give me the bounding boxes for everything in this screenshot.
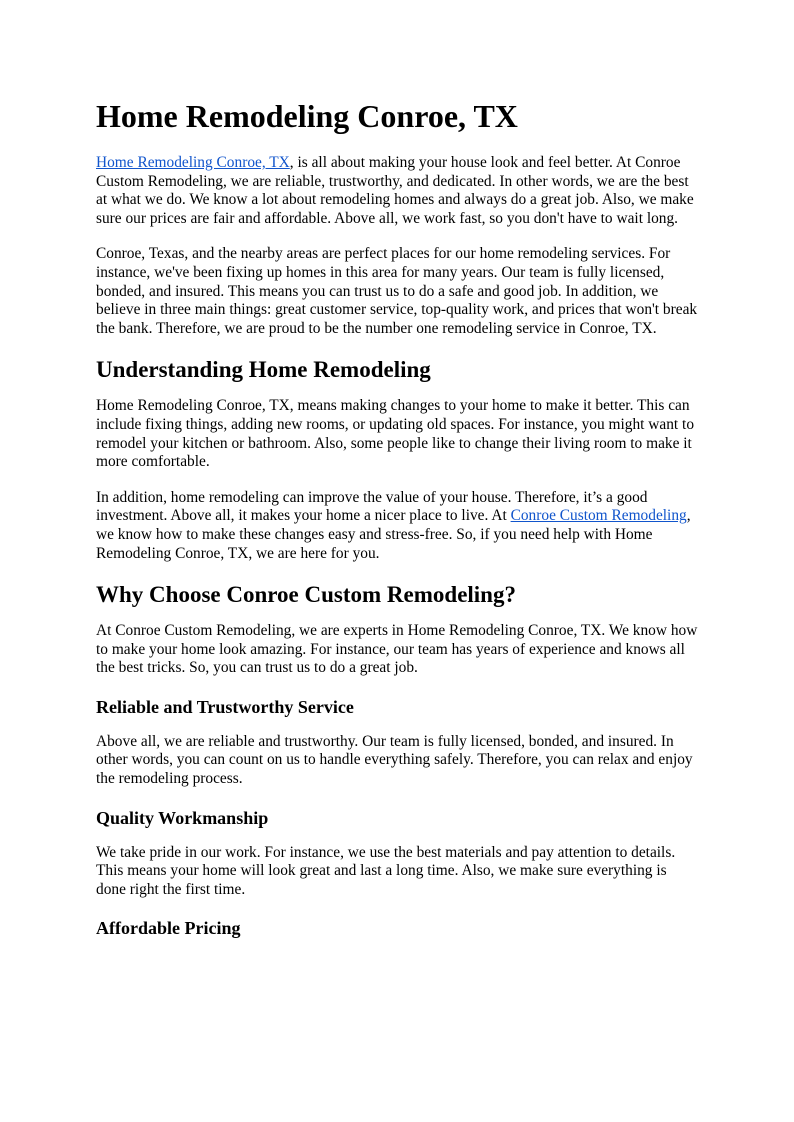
- section-heading-understanding: Understanding Home Remodeling: [96, 357, 431, 383]
- para2-before: In addition, home remodeling can improve the value of your house. Therefore, it’s a good investment. Above all, it makes your home a nicer place to live. At: [96, 488, 648, 525]
- subheading-affordable: Affordable Pricing: [96, 918, 241, 939]
- section-heading-why-choose: Why Choose Conroe Custom Remodeling?: [96, 582, 516, 608]
- para2-after: , we know how to make these changes easy and stress-free. So, if you need help with Home Remodeling Conroe, TX, we are here for you.: [96, 507, 691, 562]
- subheading-reliable: Reliable and Trustworthy Service: [96, 696, 354, 717]
- conroe-custom-remodeling-link[interactable]: Conroe Custom Remodeling: [510, 507, 687, 525]
- why-choose-paragraph: At Conroe Custom Remodeling, we are experts in Home Remodeling Conroe, TX. We know how to make your home look amazing. For instance, our team has years of experience and knows all the best tricks. So, you can trust us to do a great job.: [96, 622, 698, 677]
- home-remodeling-link[interactable]: Home Remodeling Conroe, TX: [96, 154, 290, 171]
- understanding-paragraph-1: Home Remodeling Conroe, TX, means making changes to your home to make it better. This can include fixing things, adding new rooms, or updating old spaces. For instance, you might want to remodel your kitchen or bathroom. Also, some people like to change their living room to make it more comfortable.: [96, 397, 695, 471]
- intro-text: , is all about making your house look and feel better. At Conroe Custom Remodeling, we are reliable, trustworthy, and dedicated. In other words, we are the best at what we do. We know a lot about remodeling homes and always do a great job. Also, we make sure our prices are fair and affordable. Above all, we work fast, so you don't have to wait long.: [96, 154, 694, 227]
- intro-paragraph: [96, 154, 698, 228]
- intro-paragraph-2: Conroe, Texas, and the nearby areas are perfect places for our home remodeling services. For instance, we've been fixing up homes in this area for many years. Our team is fully licensed, bonded, and insured. This means you can trust us to do a safe and good job. In addition, we believe in three main things: great customer service, top-quality work, and prices that won't break the bank. Therefore, we are proud to be the number one remodeling service in Conroe, TX.: [96, 245, 698, 337]
- page-title: Home Remodeling Conroe, TX: [96, 98, 518, 134]
- understanding-paragraph-2: [96, 489, 698, 563]
- reliable-paragraph: Above all, we are reliable and trustworthy. Our team is fully licensed, bonded, and insured. In other words, you can count on us to handle everything safely. Therefore, you can relax and enjoy the remodeling process.: [96, 732, 693, 788]
- subheading-quality: Quality Workmanship: [96, 807, 269, 828]
- quality-paragraph: We take pride in our work. For instance, we use the best materials and pay attention to details. This means your home will look great and last a long time. Also, we make sure everything is done right the first time.: [96, 843, 676, 898]
